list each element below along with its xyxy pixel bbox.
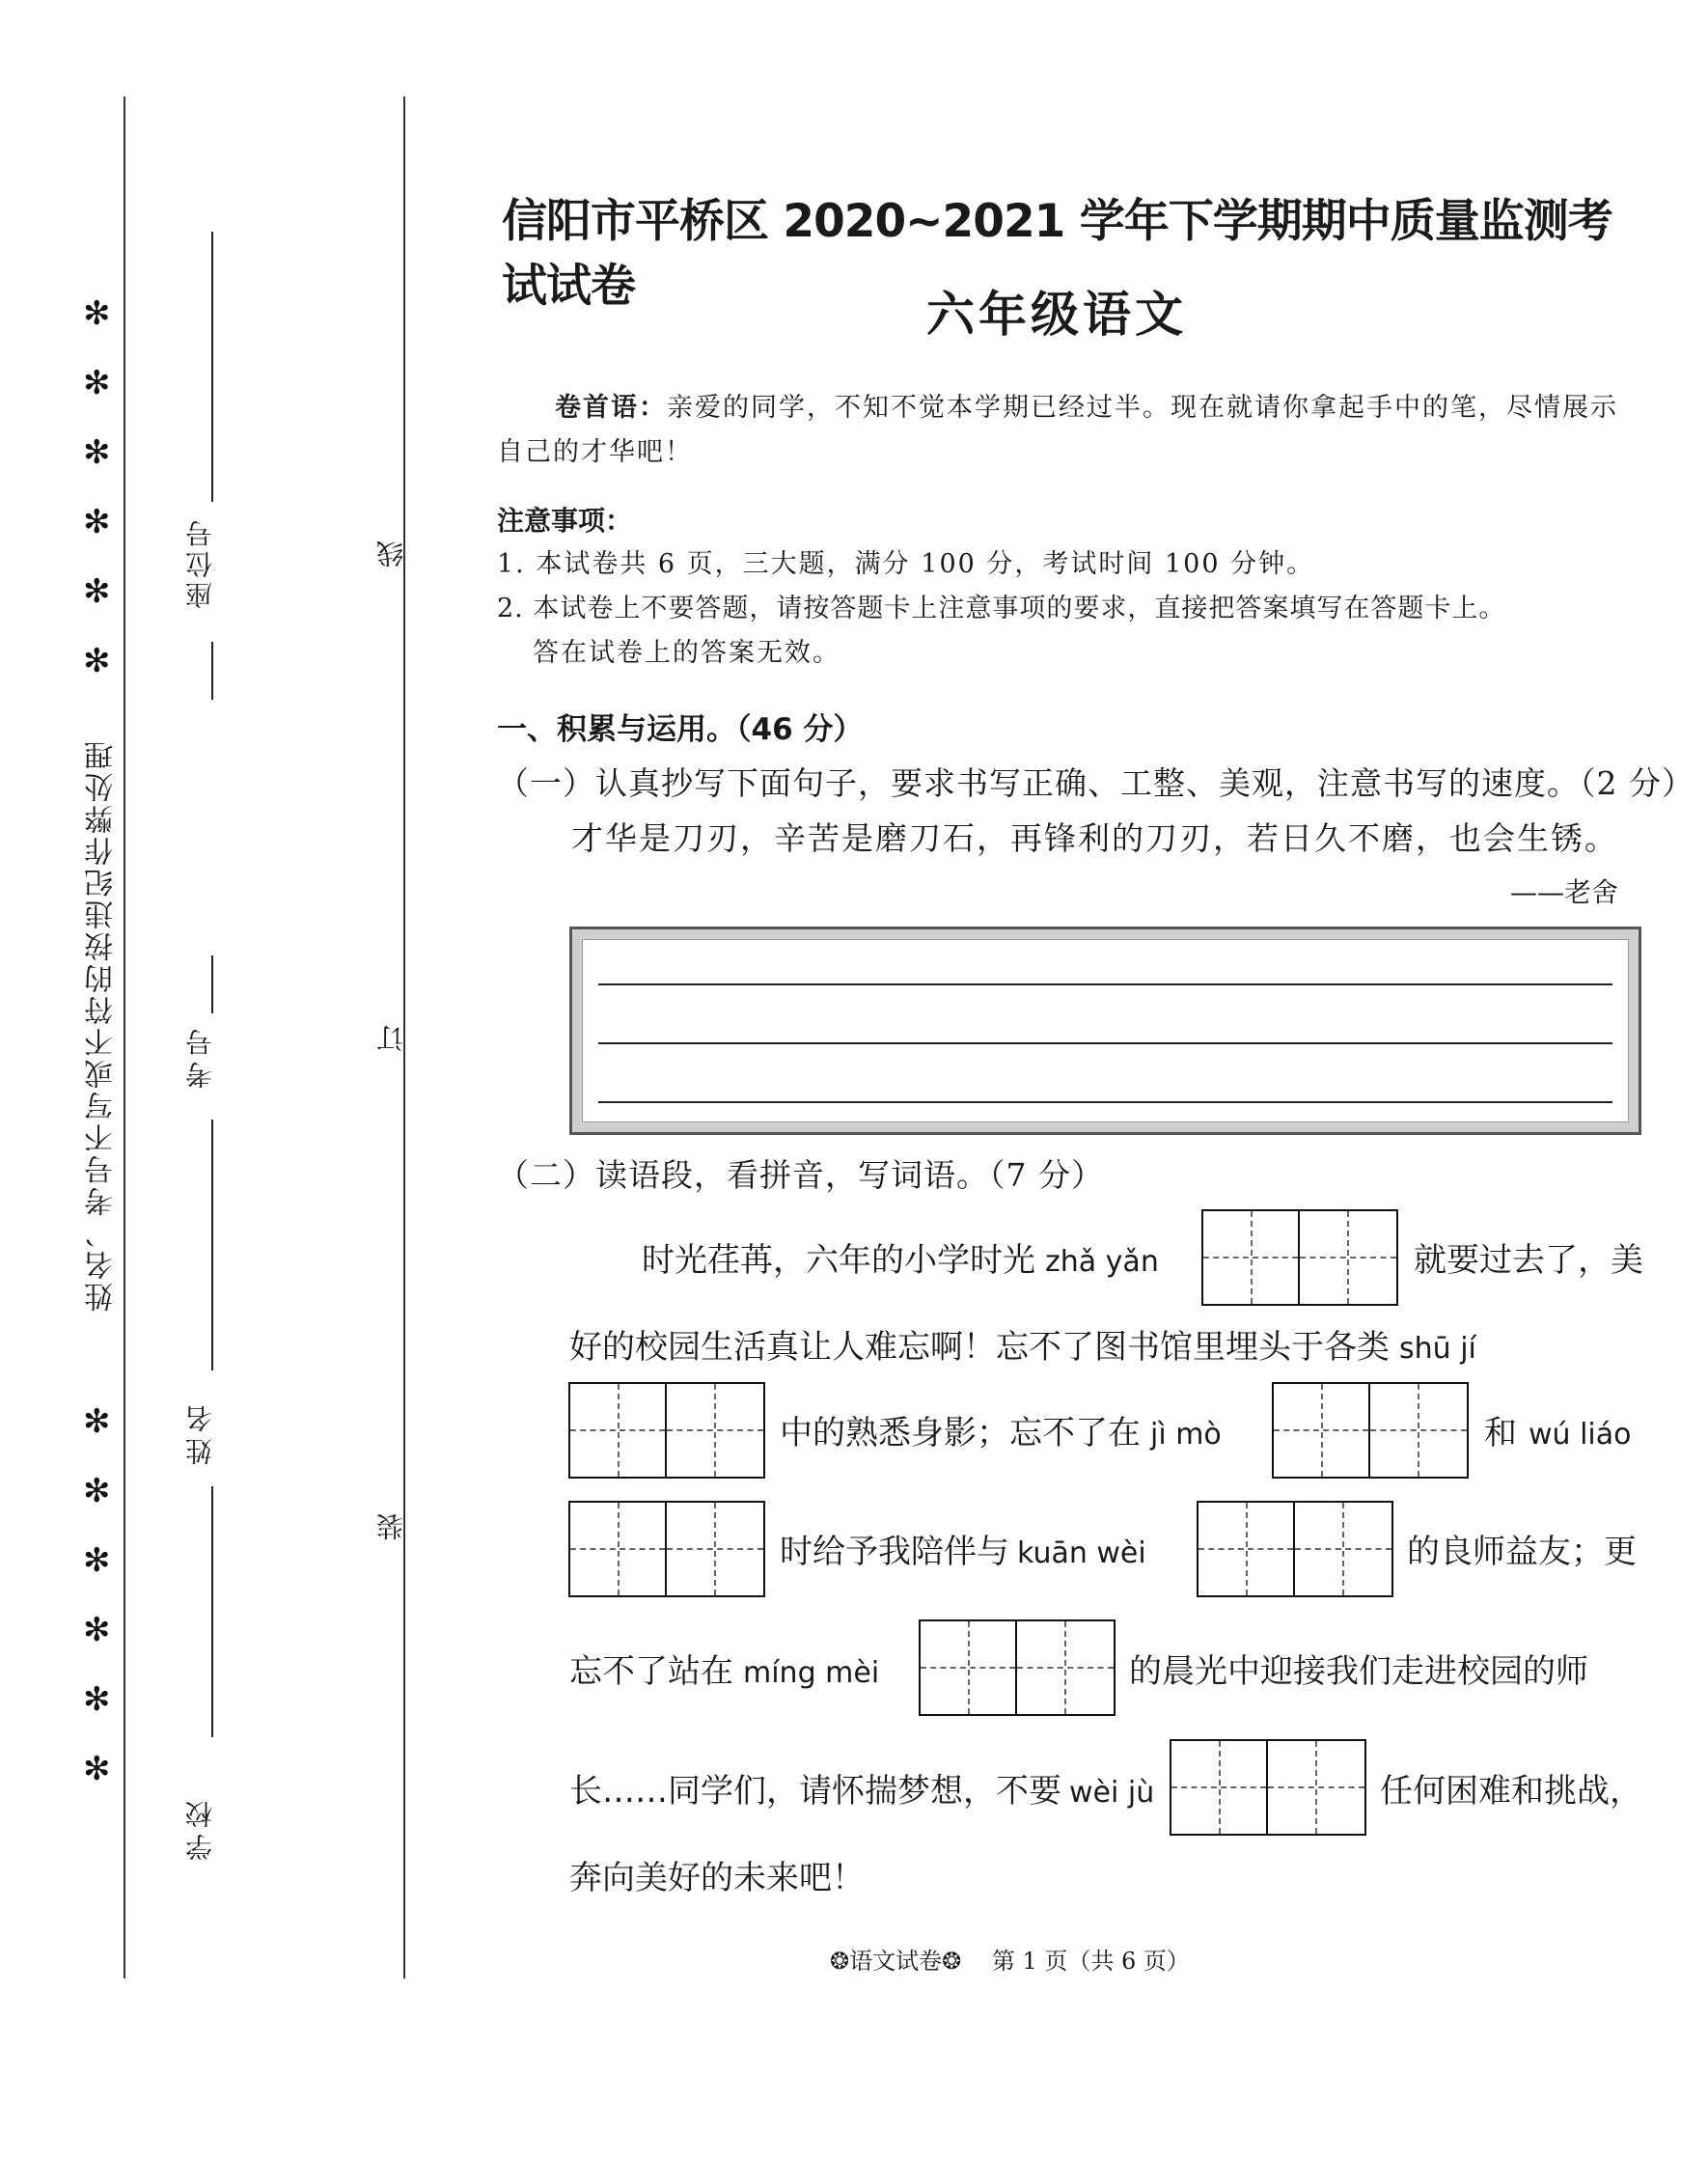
star-mark: ✻ <box>83 1402 111 1441</box>
binding-line-left <box>124 97 125 1978</box>
answer-grid-shuji[interactable] <box>568 1382 765 1479</box>
seat-label: 座位号 <box>184 516 216 609</box>
notes-heading: 注意事项： <box>497 505 633 537</box>
passage-text: 忘不了站在 míng mèi <box>569 1652 880 1691</box>
passage-text: 和 wú liáo <box>1484 1414 1632 1452</box>
preface-label: 卷首语： <box>555 393 667 423</box>
page-footer <box>830 1942 1190 1976</box>
star-mark: ✻ <box>83 642 111 680</box>
exam-no-label: 考号 <box>184 1023 216 1089</box>
seat-field-line-2 <box>211 642 213 700</box>
writing-line <box>598 1101 1612 1103</box>
star-mark: ✻ <box>83 572 111 611</box>
star-mark: ✻ <box>83 294 111 333</box>
pinyin-shuji: shū jí <box>1399 1332 1476 1366</box>
writing-line <box>598 983 1612 985</box>
notes-item-2: 2. 本试卷上不要答题，请按答题卡上注意事项的要求，直接把答案填写在答题卡上。 <box>497 594 1506 623</box>
passage-text: 任何困难和挑战， <box>1380 1772 1642 1811</box>
passage-text: 中的熟悉身影；忘不了在 jì mò <box>780 1414 1222 1452</box>
star-mark: ✻ <box>83 1680 111 1719</box>
cut-mark-ding: 订 <box>375 1025 407 1052</box>
passage-text: 奔向美好的未来吧！ <box>569 1859 865 1897</box>
pinyin-jimo: jì mò <box>1150 1418 1222 1452</box>
passage-text: 就要过去了，美 <box>1414 1241 1643 1280</box>
passage-text: 的晨光中迎接我们走进校园的师 <box>1129 1652 1588 1691</box>
pinyin-kuanwei: kuān wèi <box>1017 1536 1146 1570</box>
answer-grid-wuliao[interactable] <box>568 1501 765 1597</box>
notes-item-1: 1. 本试卷共 6 页，三大题，满分 100 分，考试时间 100 分钟。 <box>497 549 1315 579</box>
passage-text: 好的校园生活真让人难忘啊！忘不了图书馆里埋头于各类 shū jí <box>569 1328 1476 1367</box>
star-mark: ✻ <box>83 1541 111 1580</box>
pinyin-wuliao: wú liáo <box>1529 1418 1632 1452</box>
passage-text: 长……同学们，请怀揣梦想，不要 wèi jù <box>569 1772 1155 1811</box>
cut-mark-zhuang: 装 <box>375 1513 407 1540</box>
answer-grid-weiju[interactable] <box>1170 1739 1366 1836</box>
answer-grid-jimo[interactable] <box>1272 1382 1469 1479</box>
writing-line <box>598 1042 1612 1044</box>
name-label: 姓名 <box>184 1399 216 1465</box>
pinyin-zhayan: zhǎ yǎn <box>1045 1245 1159 1279</box>
question-1-author: ——老舍 <box>1510 876 1619 908</box>
star-mark: ✻ <box>83 1750 111 1788</box>
footer-page-number: 第 1 页（共 6 页） <box>991 1948 1190 1975</box>
preface <box>497 386 1640 475</box>
question-1-prompt: （一）认真抄写下面句子，要求书写正确、工整、美观，注意书写的速度。（2 分） <box>497 764 1694 802</box>
star-mark: ✻ <box>83 364 111 402</box>
name-field-line <box>211 1486 213 1737</box>
question-2-prompt: （二）读语段，看拼音，写词语。（7 分） <box>497 1156 1104 1194</box>
notes-item-2-cont: 答在试卷上的答案无效。 <box>533 638 840 668</box>
star-mark: ✻ <box>83 1611 111 1649</box>
footer-ornament-left: ❂ <box>830 1948 850 1975</box>
star-mark: ✻ <box>83 1472 111 1510</box>
passage-text: 时光荏苒，六年的小学时光 zhǎ yǎn <box>642 1241 1159 1280</box>
copy-writing-box[interactable] <box>569 927 1641 1135</box>
star-mark: ✻ <box>83 433 111 472</box>
preface-text: 亲爱的同学，不知不觉本学期已经过半。现在就请你拿起手中的笔，尽情展示自己的才华吧！ <box>497 393 1618 467</box>
exam-subtitle: 六年级语文 <box>926 287 1187 343</box>
pinyin-weiju: wèi jù <box>1069 1776 1155 1810</box>
section-1-heading: 一、积累与运用。（46 分） <box>497 712 864 747</box>
exam-no-field-line <box>211 955 213 1013</box>
exam-title: 信阳市平桥区 2020~2021 学年下学期期中质量监测考试试卷 <box>502 195 1612 313</box>
passage-text: 的良师益友；更 <box>1407 1533 1637 1571</box>
footer-ornament-right: ❂ <box>942 1948 962 1975</box>
copy-writing-area[interactable] <box>582 939 1629 1122</box>
passage-text: 时给予我陪伴与 kuān wèi <box>780 1533 1146 1571</box>
pinyin-mingmei: míng mèi <box>743 1656 880 1690</box>
answer-grid-zhayan[interactable] <box>1201 1209 1398 1306</box>
school-label: 学校 <box>184 1795 216 1861</box>
answer-grid-kuanwei[interactable] <box>1197 1501 1393 1597</box>
footer-label: 语文试卷 <box>849 1948 943 1975</box>
star-mark: ✻ <box>83 503 111 541</box>
seat-field-line <box>211 232 213 502</box>
cut-mark-line: 线 <box>375 540 407 567</box>
answer-grid-mingmei[interactable] <box>919 1619 1116 1716</box>
exam-no-field-line-2 <box>211 1120 213 1370</box>
binding-warning: 姓名、考号不写或不符的按违纪作弊处理 <box>85 738 119 1312</box>
question-1-sentence: 才华是刀刃，辛苦是磨刀石，再锋利的刀刃，若日久不磨，也会生锈。 <box>571 819 1618 857</box>
